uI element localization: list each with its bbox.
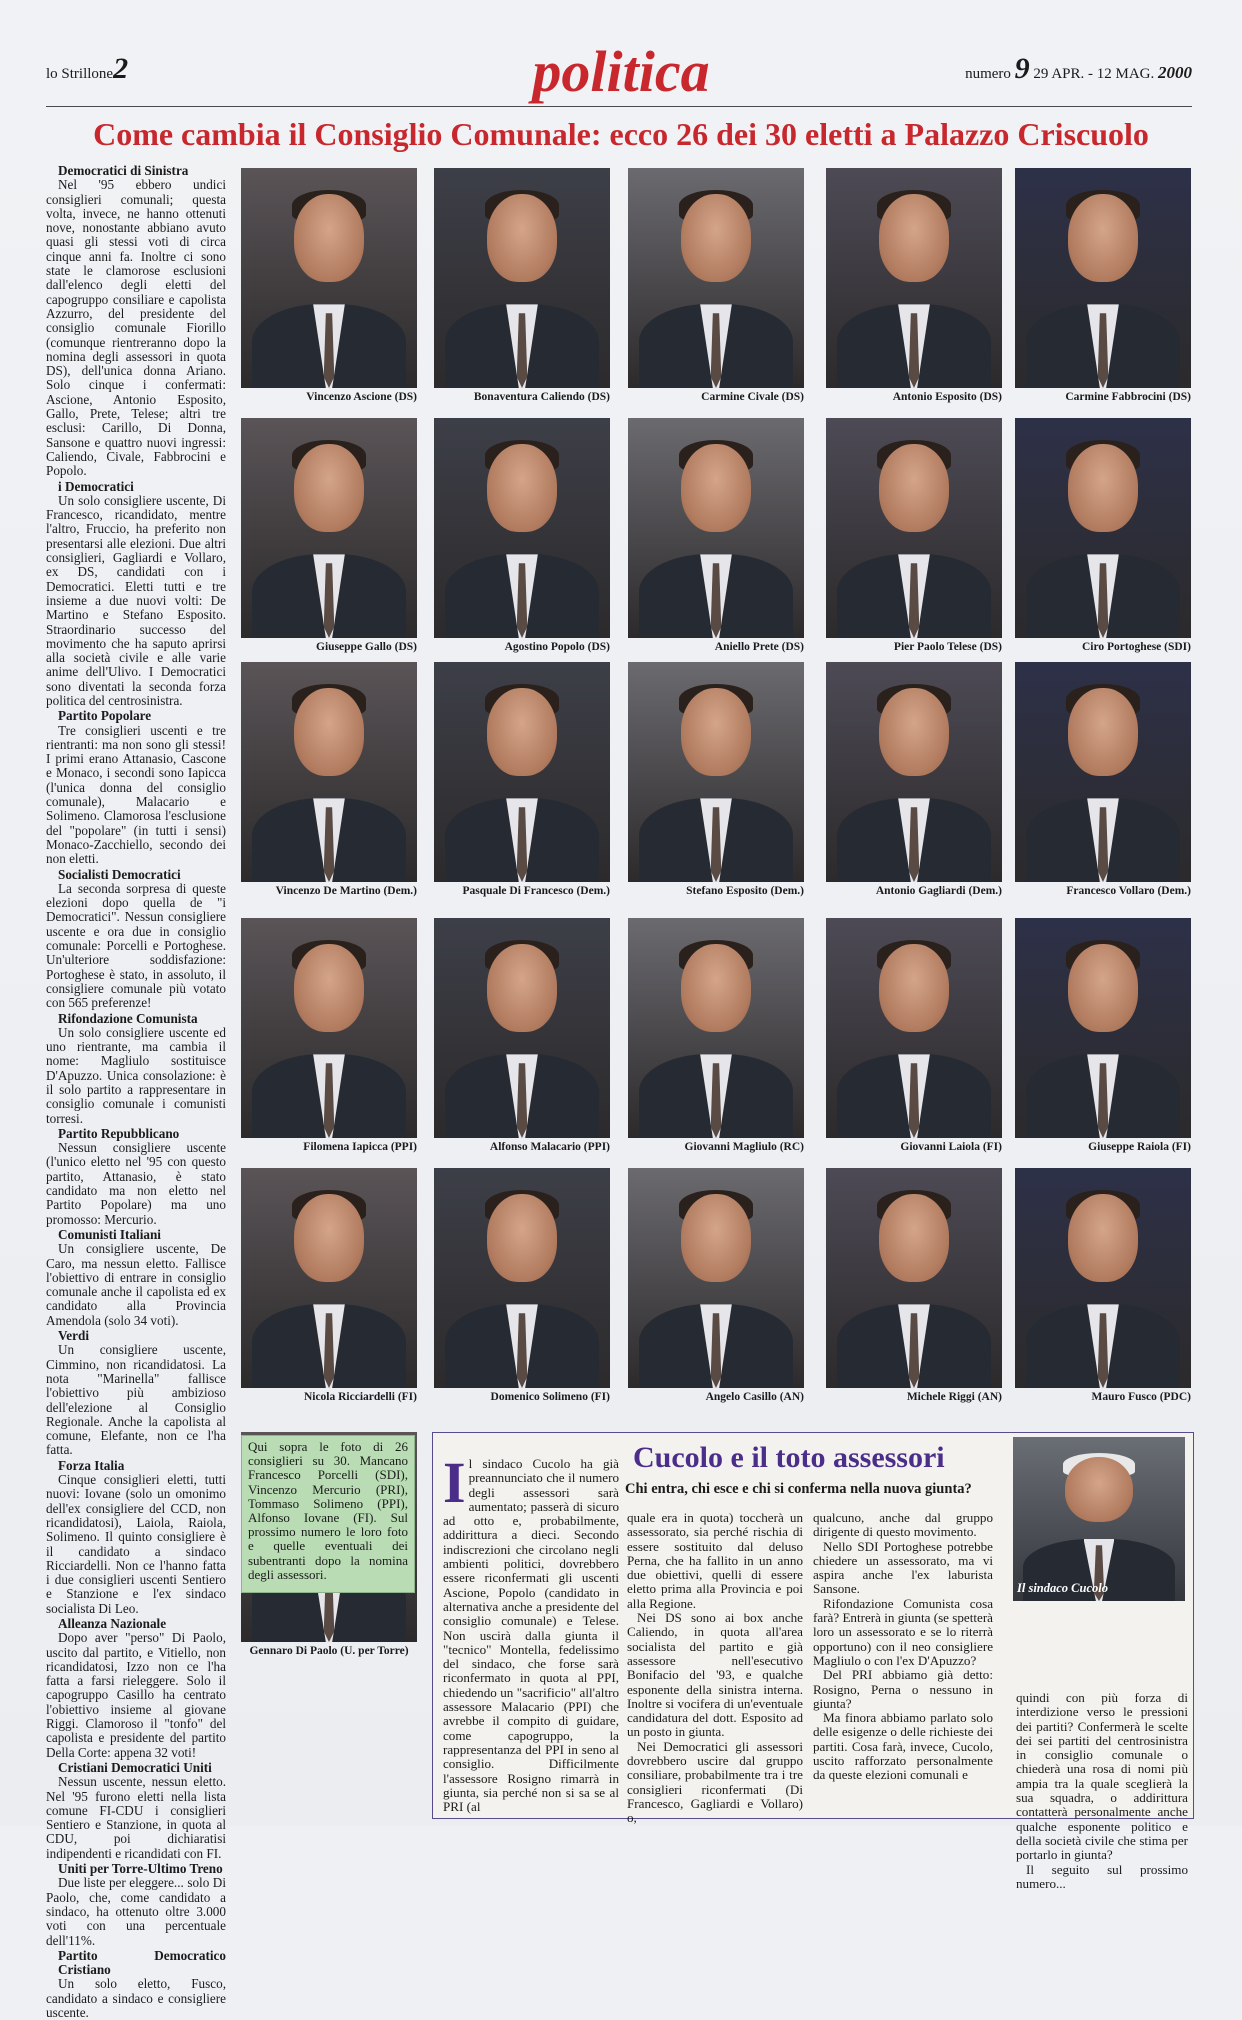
councillor-caption: Carmine Fabbrocini (DS): [1065, 391, 1191, 403]
inset-paragraph: Del PRI abbiamo già detto: Rosigno, Perna o nessuno in giunta?: [813, 1667, 993, 1711]
toto-assessori-box: [432, 1432, 1194, 1891]
councillor-caption: Angelo Casillo (AN): [705, 1391, 804, 1403]
inset-title: Cucolo e il toto assessori: [633, 1441, 945, 1474]
party-heading: Alleanza Nazionale: [58, 1615, 167, 1631]
party-paragraph: Tre consiglieri uscenti e tre rientranti: ma non sono gli stessi! I primi erano Attanasio, Cascone e Monaco, i secondi sono Iapicca (l'unica donna del consiglio comunale), Malacario e Solimeno. Clamorosa l'esclusione del "popolare" (in tutti i sensi) Monaco-Zacchiello, secondo dei non eletti.: [46, 722, 226, 867]
councillor-caption: Alfonso Malacario (PPI): [489, 1141, 610, 1153]
councillor-photo: [628, 918, 804, 1138]
councillor-caption: Francesco Vollaro (Dem.): [1066, 885, 1191, 897]
councillor-photo: [434, 918, 610, 1138]
party-heading: Comunisti Italiani: [58, 1226, 161, 1242]
councillor-photo: [241, 168, 417, 388]
party-heading: i Democratici: [58, 478, 134, 494]
party-paragraph: Nel '95 ebbero undici consiglieri comunali; questa volta, invece, ne hanno ottenuti nove, nonostante abbiano avuto quasi gli stessi voti di circa cinque anni fa. Inoltre ci sono state le clamorose esclusioni dall'elenco degli eletti del capogruppo consiliare e capolista Azzurro, del presidente del consiglio comunale Fiorillo (comunque rientreranno dopo la nomina degli assessori in quota DS), dell'unica donna Ariano. Solo cinque i confermati: Ascione, Antonio Esposito, Gallo, Prete, Telese; altri tre esclusi: Carillo, Di Donna, Sansone e quattro nuovi ingressi: Caliendo, Civale, Fabbrocini e Popolo.: [46, 177, 226, 479]
councillor-caption: Michele Riggi (AN): [906, 1391, 1002, 1403]
councillor-caption: Giuseppe Raiola (FI): [1088, 1141, 1191, 1153]
councillor-photo: [241, 1168, 417, 1388]
councillor-caption: Stefano Esposito (Dem.): [686, 885, 804, 897]
sindaco-caption: Il sindaco Cucolo: [1017, 1581, 1108, 1595]
councillor-caption: Bonaventura Caliendo (DS): [473, 391, 610, 403]
photo-note-box: Qui sopra le foto di 26 consiglieri su 30. Mancano Francesco Porcelli (SDI), Vincenzo Mercurio (PRI), Tommaso Solimeno (PPI), Alfonso Iovane (FI). Sul prossimo numero le loro foto e quelle eventuali dei subentranti dopo la nomina degli assessori.: [241, 1435, 415, 1593]
party-paragraph: Cinque consiglieri eletti, tutti nuovi: Iovane (solo un omonimo dell'ex consigliere del CCD, non ricandidatosi), Laiola, Raiola, Solimeno. Il quinto consigliere è il candidato a sindaco Ricciardelli. Non ce l'hanno fatta i due consiglieri uscenti Sentiero e Stanzione e l'ex sindaco socialista Di Leo.: [46, 1472, 226, 1616]
councillor-caption: Gennaro Di Paolo (U. per Torre): [249, 1645, 409, 1657]
inset-column-4: [1016, 1691, 1188, 1891]
councillor-caption: Ciro Portoghese (SDI): [1081, 641, 1191, 653]
councillor-photo: [826, 418, 1002, 638]
party-paragraph: Un solo eletto, Fusco, candidato a sindaco e consigliere uscente.: [46, 1976, 226, 2020]
councillor-photo: [241, 918, 417, 1138]
inset-column-1: [443, 1450, 619, 1815]
masthead-name: lo Strillone: [46, 66, 114, 82]
issue-year: 2000: [1158, 63, 1192, 82]
party-heading: Forza Italia: [58, 1457, 125, 1473]
inset-paragraph: quale era in quota) toccherà un assessorato, sia perché rischia di essere sostituito dal deluso Perna, che ha fallito in un anno due obiettivi, quelli di essere eletto prima alla Provincia e poi alla Regione.: [627, 1510, 803, 1611]
party-paragraph: Nessun consigliere uscente (l'unico eletto nel '95 con questo partito, Attanasio, è stato candidato ma non eletto nel Partito Popolare) ma uno promosso: Mercurio.: [46, 1140, 226, 1227]
party-heading: Partito Democratico Cristiano: [58, 1947, 226, 1978]
councillor-photo: [434, 1168, 610, 1388]
councillor-photo: [628, 168, 804, 388]
councillor-caption: Agostino Popolo (DS): [504, 641, 610, 653]
councillor-caption: Antonio Esposito (DS): [892, 391, 1002, 403]
party-heading: Rifondazione Comunista: [58, 1010, 198, 1026]
party-paragraph: Un consigliere uscente, Cimmino, non ricandidatosi. La nota "Marinella" fallisce l'obiettivo più ambizioso dell'elezione al Consiglio Regionale. Anche la capolista al comune, Elefante, non ce l'ha fatta.: [46, 1342, 226, 1458]
councillor-caption: Filomena Iapicca (PPI): [303, 1141, 417, 1153]
councillor-photo: [434, 418, 610, 638]
issue-dates: 29 APR. - 12 MAG.: [1033, 66, 1155, 82]
councillor-caption: Nicola Ricciardelli (FI): [303, 1391, 417, 1403]
party-heading: Verdi: [58, 1328, 90, 1344]
councillor-photo: [628, 1168, 804, 1388]
drop-cap: I: [443, 1450, 466, 1515]
inset-column-2: [627, 1511, 803, 1826]
councillor-caption: Pier Paolo Telese (DS): [893, 641, 1002, 653]
inset-paragraph: quindi con più forza di interdizione verso le pressioni dei partiti? Confermerà le scelte dei sei partiti del centrosinistra in consiglio comunale o chiederà una rosa di nomi più ampia tra la quale sceglierà la sua squadra, o addirittura contatterà personalmente anche qualche esponente politico e della società civile che stima per portarlo in giunta?: [1016, 1690, 1188, 1863]
sindaco-photo: [1013, 1437, 1185, 1601]
issue-number: 9: [1014, 52, 1030, 85]
councillor-photo: [826, 662, 1002, 882]
inset-column-1-text: l sindaco Cucolo ha già preannunciato che il numero degli assessori sarà aumentato; passerà di sicuro ad otto e, probabilmente, addirittura a dieci. Secondo indiscrezioni che circolano negli ambienti politici, dovrebbero essere riconfermati gli uscenti Ascione, Popolo (candidato in alternativa anche a presidente del consiglio comunale) e Telese. Non uscirà dalla giunta il "tecnico" Montella, fedelissimo del sindaco, che forse sarà riconfermato in quota al PPI, chiedendo un "sacrificio" all'altro assessore Malacario (PPI) che avrebbe il compito di guidare, come capogruppo, la rappresentanza del PPI in seno al consiglio. Difficilmente l'assessore Rosigno rimarrà in giunta, sia perché non si sa se al PRI (al: [443, 1456, 619, 1815]
inset-paragraph: Ma finora abbiamo parlato solo delle esigenze o delle richieste dei partiti. Cosa farà, invece, Cucolo, uscito rafforzato personalmente da queste elezioni comunali e: [813, 1710, 993, 1783]
party-paragraph: Due liste per eleggere... solo Di Paolo, che, come candidato a sindaco, ha ottenuto oltre 3.000 voti con una percentuale dell'11%.: [46, 1875, 226, 1948]
party-heading: Socialisti Democratici: [58, 866, 181, 882]
inset-paragraph: Rifondazione Comunista cosa farà? Entrerà in giunta (se spetterà loro un assessorato e se lo riterrà opportuno) con il neo consigliere Magliulo o con l'ex D'Apuzzo?: [813, 1595, 993, 1668]
issue-label: numero: [965, 66, 1011, 82]
councillor-caption: Mauro Fusco (PDC): [1091, 1391, 1191, 1403]
councillor-photo: [1015, 1168, 1191, 1388]
section-title: politica: [532, 39, 710, 104]
inset-paragraph: Il seguito sul prossimo numero...: [1016, 1861, 1188, 1891]
party-heading: Cristiani Democratici Uniti: [58, 1759, 212, 1775]
councillor-caption: Pasquale Di Francesco (Dem.): [462, 885, 610, 897]
councillor-photo: [628, 662, 804, 882]
councillor-photo: [1015, 918, 1191, 1138]
councillor-caption: Vincenzo Ascione (DS): [306, 391, 417, 403]
inset-column-3: [813, 1511, 993, 1783]
councillor-caption: Antonio Gagliardi (Dem.): [875, 885, 1002, 897]
headline: Come cambia il Consiglio Comunale: ecco 26 dei 30 eletti a Palazzo Criscuolo: [93, 116, 1149, 152]
councillor-caption: Giuseppe Gallo (DS): [316, 641, 417, 653]
party-paragraph: Un consigliere uscente, De Caro, ma nessun eletto. Fallisce l'obiettivo di entrare in consiglio comunale anche il capolista ed ex candidato alla Provincia Amendola (solo 34 voti).: [46, 1241, 226, 1328]
inset-subtitle: Chi entra, chi esce e chi si conferma nella nuova giunta?: [625, 1481, 972, 1497]
issue-info: [965, 52, 1192, 86]
party-paragraph: Un solo consigliere uscente, Di Francesco, ricandidato, mentre l'altro, Fruccio, ha preferito non presentarsi alle elezioni. Due altri consiglieri, Gagliardi e Vollaro, ex DS, candidati con i Democratici. Eletti tutti e tre insieme a due nuovi volti: De Martino e Stefano Esposito. Straordinario successo del movimento che ha saputo aprirsi alla società civile e alle varie anime dell'Ulivo. I Democratici sono diventati la seconda forza politica del centrosinistra.: [46, 492, 226, 708]
councillor-photo: [1015, 168, 1191, 388]
councillor-photo: [434, 662, 610, 882]
inset-paragraph: Nello SDI Portoghese potrebbe chiedere un assessorato, ma vi aspira anche l'ex laburista Sansone.: [813, 1538, 993, 1597]
councillor-photo: [1015, 662, 1191, 882]
councillor-photo: [628, 418, 804, 638]
councillor-caption: Giovanni Laiola (FI): [900, 1141, 1002, 1153]
councillor-photo: [826, 168, 1002, 388]
councillor-caption: Carmine Civale (DS): [701, 391, 804, 403]
councillor-caption: Vincenzo De Martino (Dem.): [275, 885, 417, 897]
inset-paragraph: Nei DS sono ai box anche Caliendo, in quota all'area socialista del partito e già assessore nell'esecutivo Bonifacio del '93, e qualche esponente della sinistra interna. Inoltre si vocifera di un'eventuale candidatura del dott. Esposito ad un posto in giunta.: [627, 1610, 803, 1740]
councillor-photo: [434, 168, 610, 388]
party-heading: Partito Repubblicano: [58, 1125, 180, 1141]
councillor-photo: [241, 662, 417, 882]
party-paragraph: Nessun uscente, nessun eletto. Nel '95 furono eletti nella lista comune FI-CDU i consiglieri Sentiero e Stanzione, in quota al CDU, poi dichiaratisi indipendenti e ricandidati con FI.: [46, 1774, 226, 1861]
party-heading: Uniti per Torre-Ultimo Treno: [58, 1861, 223, 1877]
councillor-caption: Giovanni Magliulo (RC): [684, 1141, 804, 1153]
councillor-photo: [826, 1168, 1002, 1388]
councillor-photo: [241, 418, 417, 638]
councillor-caption: Aniello Prete (DS): [714, 641, 804, 653]
councillor-caption: Domenico Solimeno (FI): [490, 1391, 610, 1403]
councillor-photo: [1015, 418, 1191, 638]
sindaco-portrait: [1013, 1437, 1185, 1601]
header-rule: [46, 106, 1192, 107]
left-column-article: [46, 163, 226, 2020]
party-heading: Democratici di Sinistra: [58, 163, 189, 178]
party-heading: Partito Popolare: [58, 708, 152, 724]
party-paragraph: Dopo aver "perso" Di Paolo, uscito dal partito, e Vitiello, non ricandidatosi, Izzo non ce l'ha fatta a farsi rieleggere. Solo il capogruppo Casillo ha centrato l'obiettivo insieme al giovane Riggi. Clamoroso il "tonfo" del capolista e presidente del partito Della Corte: appena 32 voti!: [46, 1630, 226, 1760]
party-paragraph: Un solo consigliere uscente ed uno rientrante, ma cambia il nome: Magliulo sostituisce D'Apuzzo. Unica consolazione: è il solo partito a rappresentare in consiglio comunale i comunisti torresi.: [46, 1024, 226, 1126]
inset-paragraph: Nei Democratici gli assessori dovrebbero uscire dal gruppo consiliare, probabilmente tra i tre consiglieri riconfermati (Di Francesco, Gagliardi e Vollaro) o,: [627, 1738, 803, 1826]
party-paragraph: La seconda sorpresa di queste elezioni dopo quella de "i Democratici". Nessun consigliere uscente e ora due in consiglio comunale: Porcelli e Portoghese. Un'ulteriore soddisfazione: Portoghese è stato, in assoluto, il consigliere comunale più votato con 565 preferenze!: [46, 880, 226, 1011]
page-number: 2: [113, 52, 129, 85]
councillor-photo: [826, 918, 1002, 1138]
inset-paragraph: qualcuno, anche dal gruppo dirigente di questo movimento.: [813, 1510, 993, 1540]
